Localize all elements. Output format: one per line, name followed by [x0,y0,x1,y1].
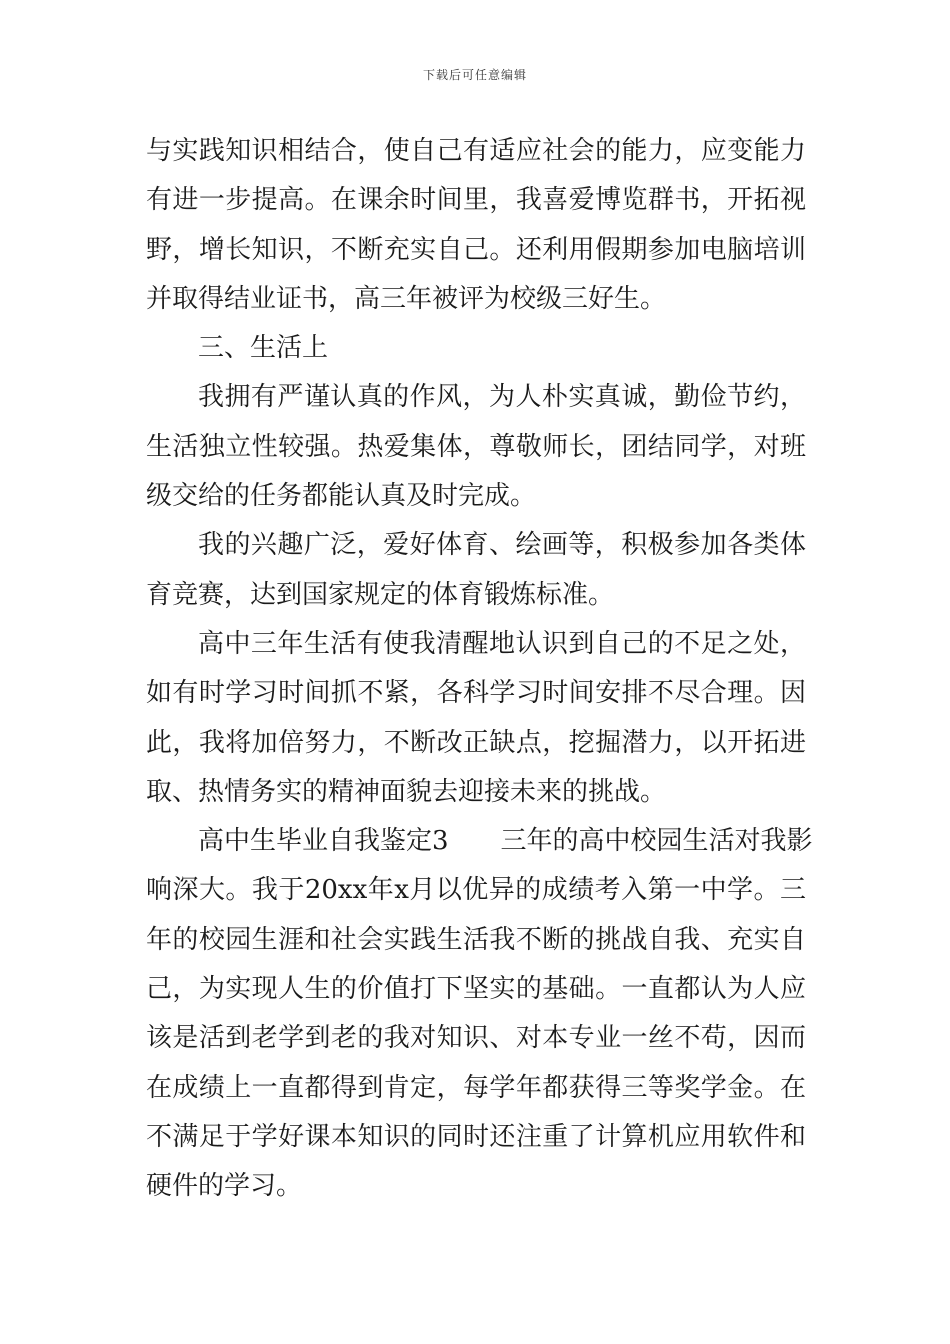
text-line: 该是活到老学到老的我对知识、对本专业一丝不苟，因而 [146,1023,806,1054]
text-line: 高中生毕业自我鉴定3 三年的高中校园生活对我影 [198,826,813,857]
text-line: 我拥有严谨认真的作风，为人朴实真诚，勤俭节约， [198,382,806,413]
text-line: 取、热情务实的精神面貌去迎接未来的挑战。 [146,776,667,807]
text-line: 级交给的任务都能认真及时完成。 [146,481,537,512]
text-line: 己，为实现人生的价值打下坚实的基础。一直都认为人应 [146,974,806,1005]
text-line: 响深大。我于20xx年x月以优异的成绩考入第一中学。三 [146,875,806,906]
text-line: 高中三年生活有使我清醒地认识到自己的不足之处， [198,628,806,659]
page-header: 下载后可任意编辑 [422,68,527,82]
text-line: 野，增长知识，不断充实自己。还利用假期参加电脑培训 [146,234,806,265]
text-line: 与实践知识相结合，使自己有适应社会的能力，应变能力 [146,136,806,166]
text-line: 不满足于学好课本知识的同时还注重了计算机应用软件和 [146,1121,806,1152]
text-line: 三、生活上 [198,333,329,364]
document-body [146,127,813,1212]
text-line: 如有时学习时间抓不紧，各科学习时间安排不尽合理。因 [146,678,806,709]
text-line: 此，我将加倍努力，不断改正缺点，挖掘潜力，以开拓进 [146,727,806,758]
text-line: 我的兴趣广泛，爱好体育、绘画等，积极参加各类体 [198,530,806,561]
text-line: 硬件的学习。 [146,1171,303,1202]
text-line: 育竞赛，达到国家规定的体育锻炼标准。 [146,579,615,610]
text-line: 并取得结业证书，高三年被评为校级三好生。 [146,283,667,314]
text-line: 年的校园生涯和社会实践生活我不断的挑战自我、充实自 [146,924,806,955]
text-line: 生活独立性较强。热爱集体，尊敬师长，团结同学，对班 [146,431,806,462]
text-line: 在成绩上一直都得到肯定，每学年都获得三等奖学金。在 [146,1072,806,1103]
text-line: 有进一步提高。在课余时间里，我喜爱博览群书，开拓视 [146,185,806,216]
